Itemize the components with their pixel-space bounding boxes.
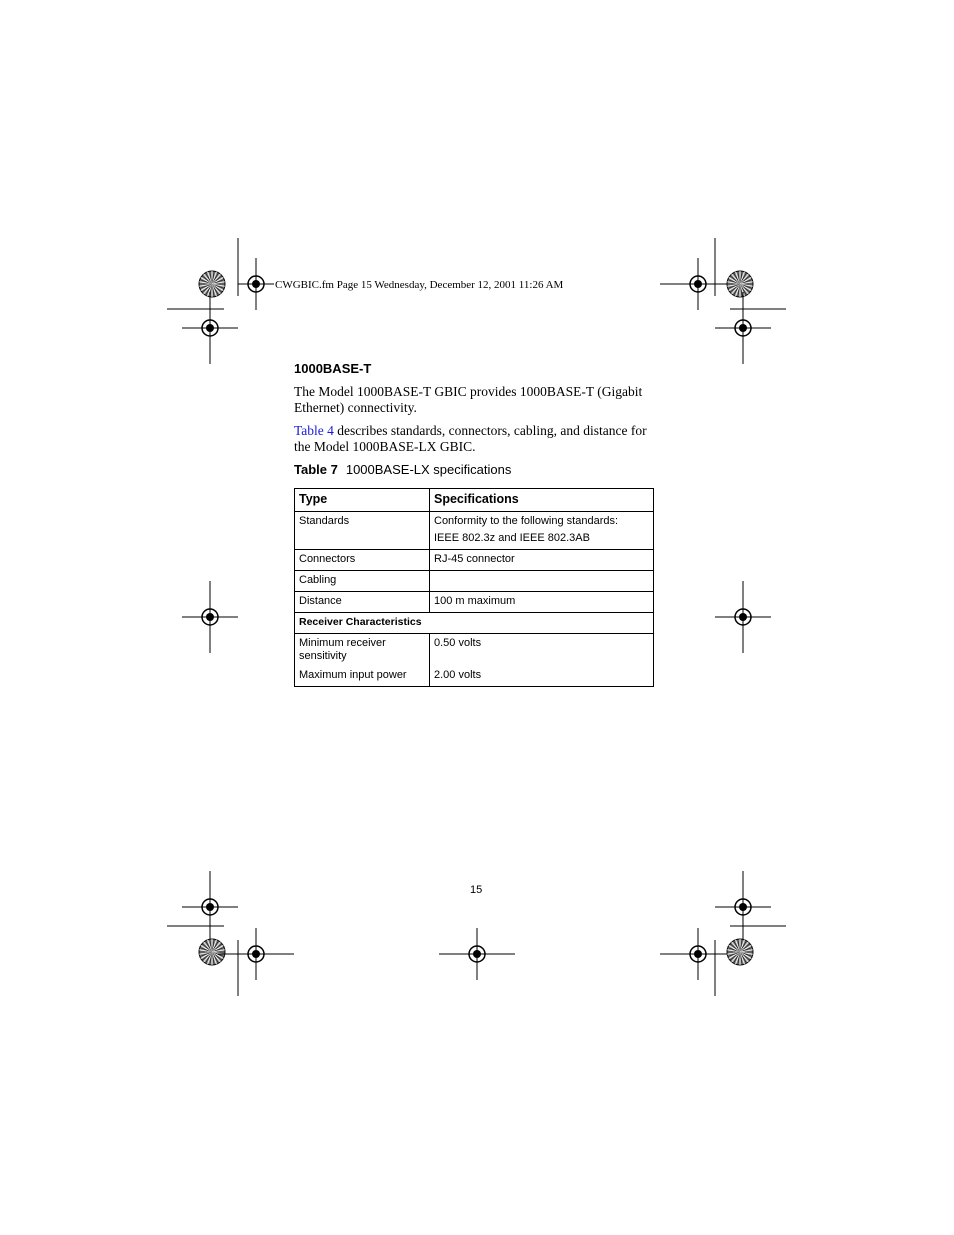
page-slug: CWGBIC.fm Page 15 Wednesday, December 12, 2001 11:26 AM xyxy=(275,279,564,291)
table-row xyxy=(295,550,654,571)
intro-paragraph: The Model 1000BASE-T GBIC provides 1000BASE-T (Gigabit Ethernet) connectivity. xyxy=(294,384,643,415)
table-header-row xyxy=(295,489,654,512)
header-specifications: Specifications xyxy=(430,489,654,512)
paragraph-text: describes standards, connectors, cabling, and distance for the Model 1000BASE-LX GBIC. xyxy=(294,423,647,454)
row-spec: RJ-45 connector xyxy=(430,550,654,571)
caption-label: Table 7 xyxy=(294,462,338,477)
row-type xyxy=(295,634,430,687)
page-number: 15 xyxy=(470,884,483,896)
row-type: Cabling xyxy=(295,571,430,592)
table-reference-paragraph xyxy=(294,423,664,455)
table-caption xyxy=(294,462,511,477)
type-line: Maximum input power xyxy=(299,669,407,681)
spec-line: 0.50 volts xyxy=(434,637,482,649)
row-spec xyxy=(430,571,654,592)
row-type: Standards xyxy=(295,512,430,550)
section-heading: 1000BASE-T xyxy=(294,361,372,376)
specifications-table xyxy=(294,488,654,687)
spec-line: Conformity to the following standards: xyxy=(434,515,619,527)
table-row xyxy=(295,571,654,592)
row-spec xyxy=(430,512,654,550)
starburst-icon xyxy=(727,271,753,297)
starburst-icon xyxy=(199,939,225,965)
section-label: Receiver Characteristics xyxy=(295,613,654,634)
starburst-icon xyxy=(727,939,753,965)
table-section-row xyxy=(295,613,654,634)
row-spec xyxy=(430,634,654,687)
caption-text: 1000BASE-LX specifications xyxy=(345,462,512,477)
spec-line: IEEE 802.3z and IEEE 802.3AB xyxy=(434,532,590,544)
row-type: Connectors xyxy=(295,550,430,571)
header-type: Type xyxy=(295,489,430,512)
spec-line: 2.00 volts xyxy=(434,669,482,681)
table-row xyxy=(295,512,654,550)
starburst-icon xyxy=(199,271,225,297)
table-row xyxy=(295,634,654,687)
row-spec: 100 m maximum xyxy=(430,592,654,613)
table-4-link[interactable]: Table 4 xyxy=(294,423,334,438)
type-line: Minimum receiver sensitivity xyxy=(299,637,386,662)
row-type: Distance xyxy=(295,592,430,613)
table-row xyxy=(295,592,654,613)
